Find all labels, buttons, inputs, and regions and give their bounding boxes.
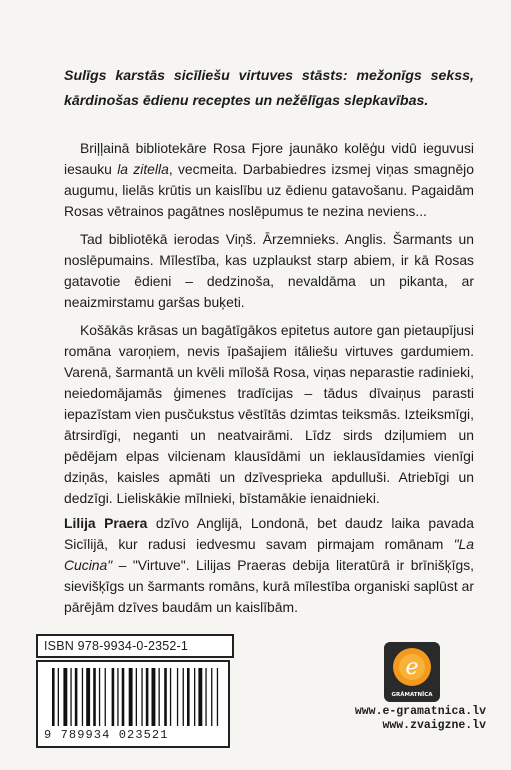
paragraph-3: Košākās krāsas un bagātīgākos epitetus autore gan pietaupījusi romāna varoņiem, nevis īpašajiem itāliešu virtuves gardumiem. Varenā, šarmantā un kvēli mīlošā Rosa, viņas neparastie radinieki, neiedomājamās ģimenes tradīcijas – tādus dīvaiņus parasti iepazīstam vien pusčukstus vēstītās dzimtas teiksmās. Izteiksmīgi, ātrsirdīgi, neganti un neatvairāmi. Līdz sirds dziļumiem un pēdējam elpas vilcienam klausīdāmi un ieklausīdamies vienīgi dziņās, kaisles apmāti un dzīvesprieka apdulluši. Atriebīgi un dedzīgi. Lieliskākie mīlnieki, bīstamākie ienaidnieki.: [64, 322, 474, 506]
paragraph-1-end: , vecmeita. Darbabiedres izsmej viņas smagnējo augumu, lielās krūtis un kaislību uz ēdienu gatavošanu. Pagaidām Rosas vētrainos pagātnes noslēpumus te nezina neviens...: [64, 161, 474, 219]
barcode-bars: [52, 668, 222, 728]
paragraph-1: [64, 138, 474, 222]
author-bio-start: dzīvo Anglijā, Londonā, bet daudz laika pavada Sicīlijā, kur radusi iedvesmu savam pirmajam romānam: [64, 515, 474, 552]
barcode-digits: 9 789934 023521: [44, 728, 169, 742]
paragraph-1-start: Briļļainā bibliotekāre Rosa Fjore jaunāko kolēģu vidū ieguvusi iesauku: [64, 140, 474, 177]
paragraph-1-italic: la zitella: [117, 161, 169, 177]
description: [64, 138, 474, 516]
author-bio: [64, 513, 474, 618]
logo-text: GRĀMATNĪCA: [391, 692, 433, 698]
author-name: Lilija Praera: [64, 515, 148, 531]
website-zvaigzne[interactable]: www.zvaigzne.lv: [382, 719, 486, 732]
paragraph-2: Tad bibliotēkā ierodas Viņš. Ārzemnieks. Anglis. Šarmants un noslēpumains. Mīlestība, kas uzplaukst starp abiem, ir kā Rosas gatavotie ēdieni – dedzinoša, nevaldāma un pikanta, ar neaizmirstamu garšas buķeti.: [64, 231, 474, 310]
website-egramatnica[interactable]: www.e-gramatnica.lv: [354, 705, 486, 718]
isbn-block: [36, 634, 228, 746]
barcode: [36, 660, 230, 748]
isbn-label: ISBN 978-9934-0-2352-1: [36, 634, 234, 658]
logo-letter: e: [405, 655, 419, 680]
lead-tagline: Sulīgs karstās sicīliešu virtuves stāsts: mežonīgs sekss, kārdinošas ēdienu receptes un nežēlīgas slepkavības.: [64, 68, 474, 109]
original-title: "La Cucina": [64, 536, 474, 573]
publisher-logo: [384, 642, 440, 702]
author-bio-end: – "Virtuve". Lilijas Praeras debija literatūrā ir brīnišķīgs, sievišķīgs un šarmants romāns, kurā mīlestība organiski saplūst ar pārējām dzīves baudām un kaislībām.: [64, 557, 474, 615]
